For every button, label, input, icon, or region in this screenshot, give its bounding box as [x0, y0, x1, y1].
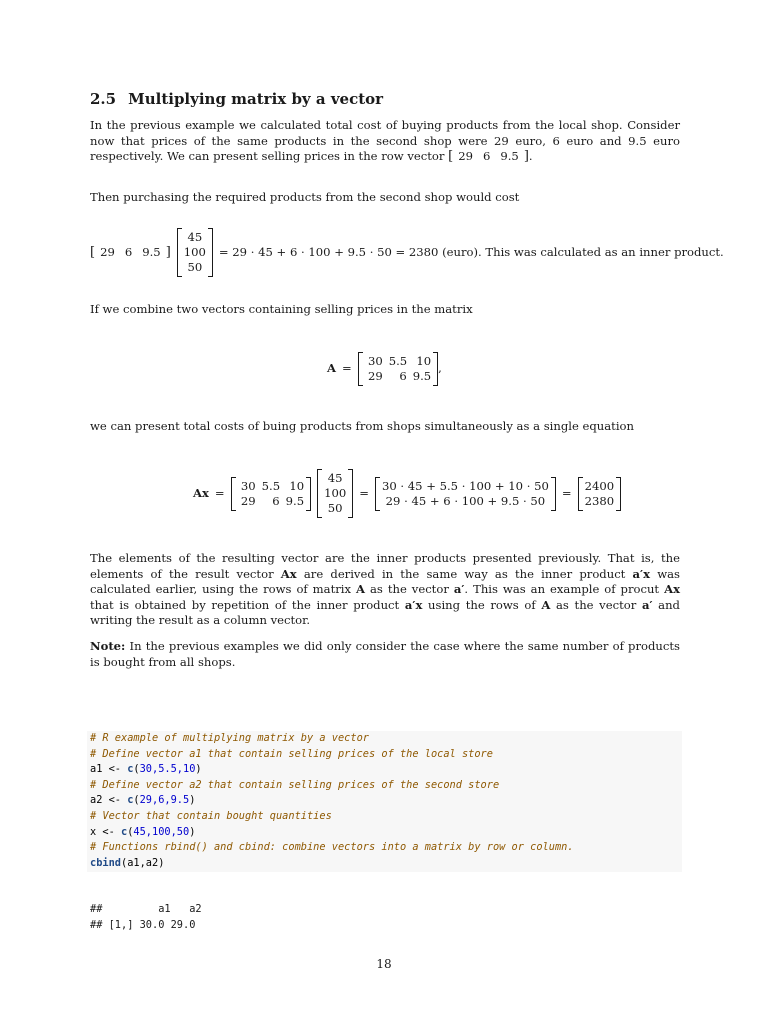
code-line — [90, 856, 682, 872]
vector-element: 29 — [100, 244, 115, 259]
paragraph-explanation — [90, 551, 680, 629]
expanded-row: 29 · 45 + 6 · 100 + 9.5 · 50 — [385, 493, 546, 508]
matrix-cell: 29 — [240, 493, 256, 508]
text-run: . This was an example of procut — [464, 582, 665, 596]
code-token: ( — [133, 794, 140, 807]
code-line — [90, 762, 682, 778]
result-element: 2380 — [584, 493, 615, 508]
vector-element: 50 — [327, 501, 343, 515]
code-comment: # R example of multiplying matrix by a vector — [90, 732, 369, 744]
code-function: c — [121, 825, 128, 838]
code-comment: # Functions rbind() and cbind: combine vectors into a matrix by row or column. — [90, 841, 574, 854]
code-output — [90, 902, 202, 933]
code-token: ( — [127, 825, 134, 838]
comma: , — [438, 361, 442, 376]
code-token: a1 <- — [90, 763, 128, 776]
bold-math: A — [541, 597, 551, 612]
code-token: ( — [133, 763, 140, 776]
code-token: a2 <- — [90, 794, 128, 807]
bold-math: a′ — [453, 582, 465, 596]
section-heading — [90, 92, 383, 108]
matrix-A — [358, 352, 438, 386]
paragraph-intro-text: In the previous example we calculated total cost of buying products from the local shop. Consider now that prices of the same products in the second shop were 29 euro, 6 euro and 9.5 euro respectively. We can present selling prices in the row vector — [90, 118, 680, 163]
result-vector — [578, 477, 622, 511]
vector-element: 9.5 — [500, 149, 519, 163]
vector-element: 45 — [187, 230, 203, 244]
code-number: 29,6,9.5 — [139, 794, 190, 807]
equation-Ax — [193, 469, 621, 518]
text-run: The elements of the resulting vector are the inner products presented previously. That is, the elements of the result vector — [90, 551, 680, 581]
code-function: c — [127, 794, 134, 807]
vector-element: 9.5 — [142, 244, 161, 259]
equation-matrix-A — [327, 352, 442, 386]
text-run: are derived in the same way as the inner product — [296, 566, 633, 581]
code-function: cbind — [90, 856, 121, 869]
text-run: was calculated earlier, using the rows of matrix — [90, 566, 680, 596]
note-label: Note: — [90, 639, 126, 653]
inner-product-result: = 29 · 45 + 6 · 100 + 9.5 · 50 = 2380 (euro). This was calculated as an inner product. — [218, 244, 724, 259]
vector-element: 100 — [324, 486, 347, 500]
text-run: and writing the result as a column vector. — [90, 597, 680, 627]
note-text: In the previous examples we did only consider the case where the same number of products is bought from all shops. — [90, 639, 680, 669]
code-token: x <- — [90, 825, 121, 838]
section-title: Multiplying matrix by a vector — [128, 90, 384, 108]
code-comment: # Vector that contain bought quantities — [90, 809, 332, 822]
paragraph-intro — [90, 118, 680, 165]
code-token: ) — [189, 825, 196, 838]
equals-sign: = — [342, 361, 352, 376]
text-run: using the rows of — [422, 597, 542, 612]
code-function: c — [127, 763, 134, 776]
equals-sign: = — [561, 485, 572, 500]
output-line: ## a1 a2 — [90, 903, 202, 915]
text-run: as the vector — [365, 582, 454, 596]
bold-math: A — [356, 582, 366, 596]
code-comment: # Define vector a1 that contain selling prices of the local store — [90, 747, 493, 760]
matrix-cell: 6 — [399, 369, 407, 383]
code-comment: # Define vector a2 that contain selling prices of the second store — [90, 778, 500, 791]
matrix-cell: 10 — [416, 354, 432, 368]
equals-sign: = — [214, 485, 225, 500]
matrix-A — [231, 477, 311, 511]
text-run: as the vector — [550, 597, 642, 612]
matrix-cell: 29 — [367, 369, 383, 383]
row-vector-prices: [ 29 6 9.5 ] — [448, 149, 529, 164]
paragraph-combine: If we combine two vectors containing selling prices in the matrix — [90, 302, 473, 316]
bold-math: a′x — [404, 597, 423, 612]
vector-x — [317, 469, 353, 518]
paragraph-simultaneous: we can present total costs of buing products from shops simultaneously as a single equation — [90, 419, 634, 433]
product-symbol: Ax — [193, 485, 209, 500]
matrix-cell: 30 — [240, 478, 256, 493]
equation-inner-product — [90, 228, 724, 277]
code-number: 45,100,50 — [133, 825, 190, 838]
expanded-products — [375, 477, 556, 511]
matrix-symbol: A — [327, 361, 336, 376]
vector-element: 6 — [482, 149, 491, 163]
code-number: 30,5.5,10 — [139, 763, 196, 776]
vector-element: 100 — [183, 245, 206, 259]
matrix-cell: 5.5 — [388, 354, 408, 368]
text-run: that is obtained by repetition of the inner product — [90, 597, 405, 612]
equals-sign: = — [359, 485, 369, 500]
expanded-row: 30 · 45 + 5.5 · 100 + 10 · 50 — [381, 478, 549, 493]
code-block — [87, 731, 682, 872]
bold-math: Ax — [280, 566, 297, 581]
output-line: ## [1,] 30.0 29.0 — [90, 918, 196, 931]
bold-math: a′x — [632, 566, 651, 581]
code-line — [90, 793, 682, 809]
matrix-cell: 5.5 — [261, 478, 281, 493]
vector-element: 29 — [458, 149, 473, 163]
vector-element: 6 — [124, 244, 133, 259]
vector-element: 50 — [187, 260, 203, 274]
bold-math: a′ — [641, 597, 653, 612]
note-paragraph — [90, 639, 680, 670]
section-number: 2.5 — [90, 90, 117, 108]
vector-element: 45 — [327, 471, 343, 485]
result-element: 2400 — [584, 478, 615, 493]
matrix-cell: 30 — [367, 354, 383, 368]
code-token: ) — [195, 763, 202, 776]
code-line — [90, 825, 682, 841]
bold-math: Ax — [664, 582, 680, 596]
matrix-cell: 6 — [272, 493, 280, 508]
code-token: (a1,a2) — [121, 856, 165, 869]
matrix-cell: 9.5 — [412, 369, 432, 383]
matrix-cell: 10 — [289, 478, 305, 493]
column-vector-quantities — [177, 228, 213, 277]
period: . — [528, 149, 533, 163]
code-token: ) — [189, 794, 196, 807]
matrix-cell: 9.5 — [285, 493, 305, 508]
paragraph-purchasing: Then purchasing the required products from the second shop would cost — [90, 190, 520, 204]
row-vector: [ 29 6 9.5 ] — [90, 244, 171, 260]
page-number: 18 — [376, 957, 392, 971]
